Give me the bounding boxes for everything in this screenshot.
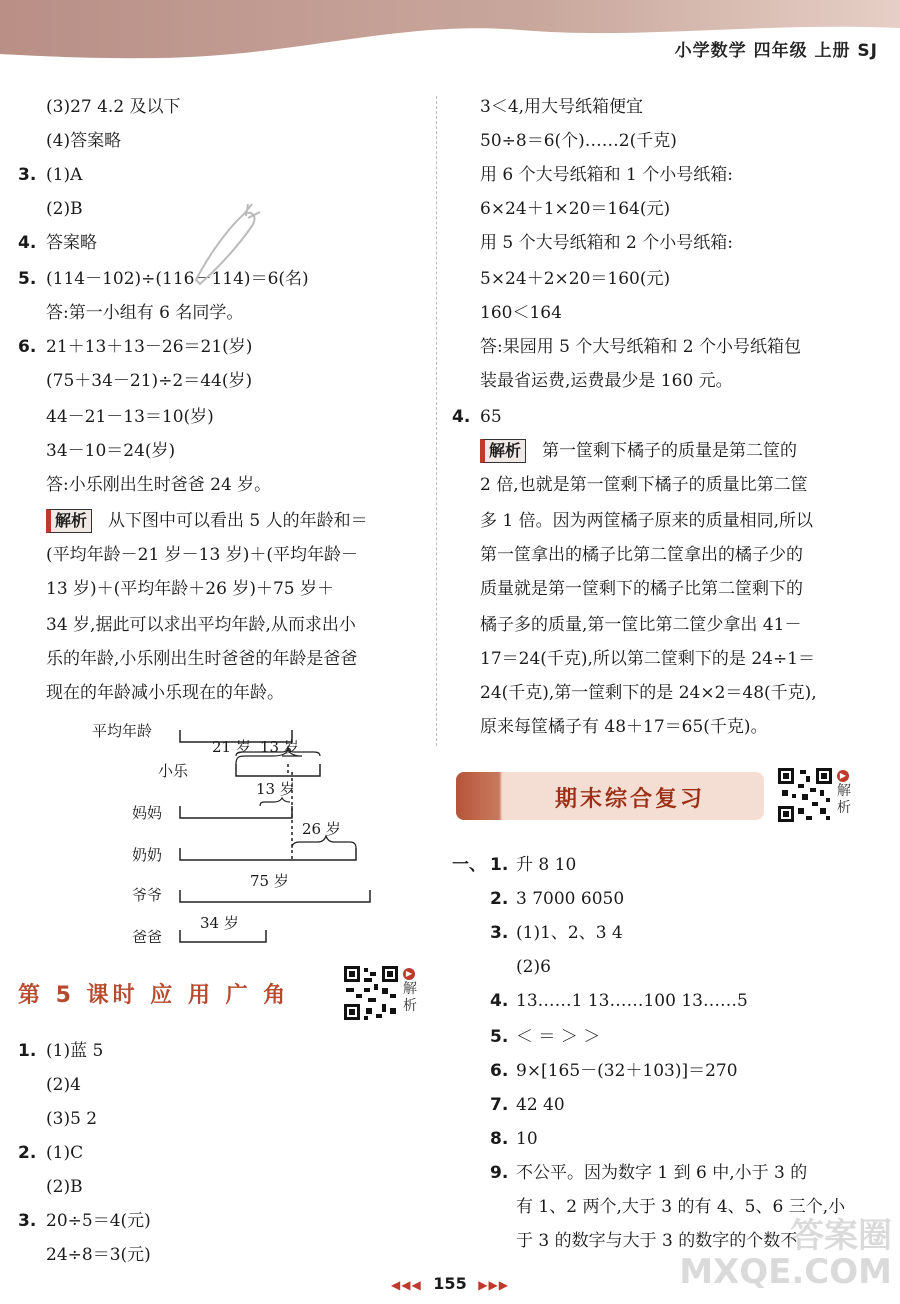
diagram-row-label: 奶奶 <box>132 846 163 864</box>
analysis-line: 现在的年龄减小乐现在的年龄。 <box>46 683 284 703</box>
question-number: 4. <box>18 233 37 253</box>
bar-nainai <box>180 848 356 860</box>
diagram-row-label: 小乐 <box>158 762 189 780</box>
answer-line: 有 1、2 两个,大于 3 的有 4、5、6 三个,小 <box>516 1197 846 1217</box>
diagram-label: 34 岁 <box>200 914 239 932</box>
question-number: 1. <box>18 1041 37 1061</box>
qr-side-label: ▶ 解析 <box>403 969 417 1014</box>
qr-code-icon[interactable] <box>776 766 834 824</box>
diagram-row-label: 平均年龄 <box>92 722 153 740</box>
answer-line: 答案略 <box>46 233 97 253</box>
carrot-watermark-icon <box>186 200 266 296</box>
answer-line: 答:第一小组有 6 名同学。 <box>46 303 244 323</box>
analysis-block <box>480 438 797 464</box>
answer-line: 13……1 13……100 13……5 <box>516 991 748 1011</box>
answer-line: 升 8 10 <box>516 855 577 875</box>
question-number: 5. <box>490 1027 509 1047</box>
diagram-row-label: 妈妈 <box>132 804 163 822</box>
analysis-line: (平均年龄－21 岁－13 岁)＋(平均年龄－ <box>46 545 358 565</box>
bar-xiaole <box>236 764 320 776</box>
site-watermark: 答案圈 MXQE.COM <box>679 1216 892 1292</box>
section-number: 一、 <box>452 855 486 875</box>
answer-line: (3)27 4.2 及以下 <box>46 97 181 117</box>
answer-line: 不公平。因为数字 1 到 6 中,小于 3 的 <box>516 1163 808 1183</box>
answer-line: 5×24＋2×20＝160(元) <box>480 269 671 289</box>
analysis-line: 2 倍,也就是第一筐剩下橘子的质量比第二筐 <box>480 475 808 495</box>
analysis-line: 原来每筐橘子有 48＋17＝65(千克)。 <box>480 717 768 737</box>
answer-line: 于 3 的数字与大于 3 的数字的个数不 <box>516 1231 798 1251</box>
answer-line: (4)答案略 <box>46 131 122 151</box>
column-divider <box>436 96 437 746</box>
analysis-line: 多 1 倍。因为两筐橘子原来的质量相同,所以 <box>480 511 814 531</box>
prev-arrows-icon: ◀◀◀ <box>391 1278 422 1292</box>
answer-line: 24÷8＝3(元) <box>46 1245 151 1265</box>
question-number: 9. <box>490 1163 509 1183</box>
analysis-line: 橘子多的质量,第一筐比第二筐少拿出 41－ <box>480 615 802 635</box>
question-number: 7. <box>490 1095 509 1115</box>
analysis-line: 质量就是第一筐剩下的橘子比第二筐剩下的 <box>480 579 803 599</box>
answer-line: (75＋34－21)÷2＝44(岁) <box>46 371 253 391</box>
analysis-tag: 解析 <box>480 439 526 463</box>
answer-line: 160＜164 <box>480 303 562 323</box>
question-number: 5. <box>18 269 37 289</box>
diagram-label: 26 岁 <box>302 820 341 838</box>
answer-line: 用 5 个大号纸箱和 2 个小号纸箱: <box>480 233 733 253</box>
answer-line: (2)B <box>46 199 83 219</box>
analysis-tag: 解析 <box>46 509 92 533</box>
question-number: 8. <box>490 1129 509 1149</box>
qr-code-icon[interactable] <box>342 964 400 1022</box>
question-number: 3. <box>18 165 37 185</box>
lesson-title: 第 5 课时 应 用 广 角 <box>18 983 290 1008</box>
answer-line: (3)5 2 <box>46 1109 98 1129</box>
question-number: 6. <box>18 337 37 357</box>
analysis-line: 乐的年龄,小乐刚出生时爸爸的年龄是爸爸 <box>46 649 358 669</box>
answer-line: 装最省运费,运费最少是 160 元。 <box>480 371 733 391</box>
question-number: 6. <box>490 1061 509 1081</box>
diagram-row-label: 爸爸 <box>132 928 163 946</box>
answer-line: 20÷5＝4(元) <box>46 1211 151 1231</box>
analysis-line: 13 岁)＋(平均年龄＋26 岁)＋75 岁＋ <box>46 579 335 599</box>
play-icon[interactable]: ▶ <box>837 770 849 782</box>
answer-line: (1)1、2、3 4 <box>516 923 623 943</box>
answer-line: (1)C <box>46 1143 84 1163</box>
answer-line: 42 40 <box>516 1095 565 1115</box>
next-arrows-icon: ▶▶▶ <box>478 1278 509 1292</box>
answer-line: 3＜4,用大号纸箱便宜 <box>480 97 644 117</box>
answer-line: 用 6 个大号纸箱和 1 个小号纸箱: <box>480 165 733 185</box>
answer-line: ＜ ＝ ＞ ＞ <box>516 1027 601 1047</box>
qr-side-label: ▶ 解析 <box>837 771 851 816</box>
page-number: 155 <box>433 1274 467 1293</box>
answer-line: (2)4 <box>46 1075 81 1095</box>
answer-line: 21＋13＋13－26＝21(岁) <box>46 337 253 357</box>
answer-line: 34－10＝24(岁) <box>46 441 176 461</box>
answer-line: 9×[165－(32＋103)]＝270 <box>516 1061 738 1081</box>
answer-line: 50÷8＝6(个)……2(千克) <box>480 131 677 151</box>
question-number: 3. <box>490 923 509 943</box>
diagram-label: 75 岁 <box>250 872 289 890</box>
analysis-line: 第一筐拿出的橘子比第二筐拿出的橘子少的 <box>480 545 803 565</box>
question-number: 1. <box>490 855 509 875</box>
answer-line: 44－21－13＝10(岁) <box>46 407 214 427</box>
bar-mama <box>180 806 292 818</box>
answer-line: 65 <box>480 407 502 427</box>
diagram-label: 21 岁 <box>212 738 251 756</box>
diagram-label: 13 岁 <box>256 780 295 798</box>
answer-line: (2)B <box>46 1177 83 1197</box>
diagram-label: 13 岁 <box>260 738 299 756</box>
answer-line: (1)A <box>46 165 83 185</box>
header-band <box>0 0 900 62</box>
header-subject: 小学数学 四年级 上册 SJ <box>674 41 878 61</box>
question-number: 3. <box>18 1211 37 1231</box>
play-icon[interactable]: ▶ <box>403 968 415 980</box>
analysis-line: 34 岁,据此可以求出平均年龄,从而求出小 <box>46 615 356 635</box>
answer-line: 3 7000 6050 <box>516 889 625 909</box>
answer-line: (114－102)÷(116－114)＝6(名) <box>46 269 309 289</box>
analysis-line: 第一筐剩下橘子的质量是第二筐的 <box>542 441 798 461</box>
question-number: 2. <box>490 889 509 909</box>
question-number: 4. <box>452 407 471 427</box>
review-title: 期末综合复习 <box>554 787 705 812</box>
answer-line: 答:小乐刚出生时爸爸 24 岁。 <box>46 475 272 495</box>
review-banner <box>456 772 764 820</box>
page-footer <box>0 1274 900 1293</box>
analysis-line: 24(千克),第一筐剩下的是 24×2＝48(千克), <box>480 683 817 703</box>
answer-line: 6×24＋1×20＝164(元) <box>480 199 671 219</box>
analysis-line: 从下图中可以看出 5 人的年龄和＝ <box>108 511 368 531</box>
question-number: 4. <box>490 991 509 1011</box>
question-number: 2. <box>18 1143 37 1163</box>
bar-yeye <box>180 890 370 902</box>
diagram-row-label: 爷爷 <box>132 886 163 904</box>
answer-line: (2)6 <box>516 957 551 977</box>
analysis-line: 17＝24(千克),所以第二筐剩下的是 24÷1＝ <box>480 649 816 669</box>
answer-line: 答:果园用 5 个大号纸箱和 2 个小号纸箱包 <box>480 337 801 357</box>
analysis-block <box>46 508 368 534</box>
answer-line: (1)蓝 5 <box>46 1041 104 1061</box>
answer-line: 10 <box>516 1129 538 1149</box>
